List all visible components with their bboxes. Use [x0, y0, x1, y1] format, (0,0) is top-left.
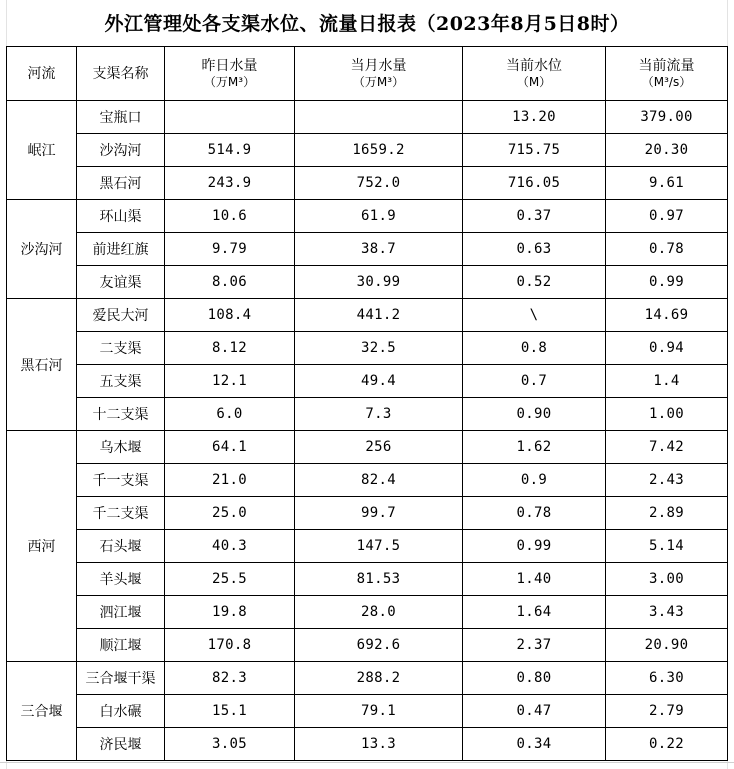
table-row	[7, 728, 728, 761]
yesterday-volume-cell[interactable]: 21.0	[165, 464, 295, 497]
current-flow-cell[interactable]: 0.97	[606, 200, 728, 233]
branch-name-cell[interactable]: 顺江堰	[77, 629, 165, 662]
branch-name-cell[interactable]: 宝瓶口	[77, 101, 165, 134]
header-yesterday-label: 昨日水量	[201, 57, 258, 74]
current-flow-cell[interactable]: 2.79	[606, 695, 728, 728]
yesterday-volume-cell[interactable]: 8.06	[165, 266, 295, 299]
month-volume-cell[interactable]: 752.0	[295, 167, 463, 200]
current-flow-cell[interactable]: 7.42	[606, 431, 728, 464]
sheet-bottom-gridline	[0, 762, 734, 763]
branch-name-cell[interactable]: 泗江堰	[77, 596, 165, 629]
header-yesterday-unit: （万M³）	[203, 74, 256, 89]
current-flow-cell[interactable]: 2.43	[606, 464, 728, 497]
current-flow-cell[interactable]: 20.30	[606, 134, 728, 167]
current-level-cell[interactable]: 0.7	[463, 365, 606, 398]
month-volume-cell[interactable]: 147.5	[295, 530, 463, 563]
month-volume-cell[interactable]: 441.2	[295, 299, 463, 332]
branch-name-cell[interactable]: 友谊渠	[77, 266, 165, 299]
table-row	[7, 431, 728, 464]
yesterday-volume-cell[interactable]: 12.1	[165, 365, 295, 398]
yesterday-volume-cell[interactable]: 6.0	[165, 398, 295, 431]
yesterday-volume-cell[interactable]: 40.3	[165, 530, 295, 563]
header-month-volume[interactable]	[295, 47, 463, 101]
month-volume-cell[interactable]: 81.53	[295, 563, 463, 596]
header-row	[7, 47, 728, 101]
table-row	[7, 497, 728, 530]
current-level-cell[interactable]: 0.99	[463, 530, 606, 563]
current-level-cell[interactable]: 715.75	[463, 134, 606, 167]
header-month-unit: （万M³）	[352, 74, 405, 89]
table-row	[7, 299, 728, 332]
branch-name-cell[interactable]: 黑石河	[77, 167, 165, 200]
header-current-level[interactable]	[463, 47, 606, 101]
table-row	[7, 563, 728, 596]
yesterday-volume-cell[interactable]: 3.05	[165, 728, 295, 761]
yesterday-volume-cell[interactable]: 15.1	[165, 695, 295, 728]
current-level-cell[interactable]: 1.40	[463, 563, 606, 596]
current-flow-cell[interactable]: 2.89	[606, 497, 728, 530]
month-volume-cell[interactable]: 79.1	[295, 695, 463, 728]
month-volume-cell[interactable]: 28.0	[295, 596, 463, 629]
branch-name-cell[interactable]: 石头堰	[77, 530, 165, 563]
yesterday-volume-cell[interactable]: 9.79	[165, 233, 295, 266]
yesterday-volume-cell[interactable]: 19.8	[165, 596, 295, 629]
branch-name-cell[interactable]: 沙沟河	[77, 134, 165, 167]
current-flow-cell[interactable]: 6.30	[606, 662, 728, 695]
branch-name-cell[interactable]: 千一支渠	[77, 464, 165, 497]
month-volume-cell[interactable]: 692.6	[295, 629, 463, 662]
header-flow-unit: （M³/s）	[641, 74, 692, 89]
current-level-cell[interactable]: 0.37	[463, 200, 606, 233]
current-level-cell[interactable]: 716.05	[463, 167, 606, 200]
month-volume-cell[interactable]: 49.4	[295, 365, 463, 398]
branch-name-cell[interactable]: 羊头堰	[77, 563, 165, 596]
table-row	[7, 596, 728, 629]
current-flow-cell[interactable]: 0.78	[606, 233, 728, 266]
branch-name-cell[interactable]: 三合堰干渠	[77, 662, 165, 695]
yesterday-volume-cell[interactable]: 82.3	[165, 662, 295, 695]
river-cell[interactable]: 黑石河	[7, 299, 77, 431]
current-level-cell[interactable]: \	[463, 299, 606, 332]
current-level-cell[interactable]: 1.62	[463, 431, 606, 464]
current-level-cell[interactable]: 2.37	[463, 629, 606, 662]
current-flow-cell[interactable]: 14.69	[606, 299, 728, 332]
current-flow-cell[interactable]: 379.00	[606, 101, 728, 134]
yesterday-volume-cell[interactable]: 10.6	[165, 200, 295, 233]
header-flow-label: 当前流量	[638, 57, 695, 74]
month-volume-cell[interactable]: 13.3	[295, 728, 463, 761]
current-level-cell[interactable]: 0.34	[463, 728, 606, 761]
branch-name-cell[interactable]: 十二支渠	[77, 398, 165, 431]
table-row	[7, 662, 728, 695]
table-row	[7, 365, 728, 398]
current-flow-cell[interactable]: 0.22	[606, 728, 728, 761]
month-volume-cell[interactable]: 82.4	[295, 464, 463, 497]
current-flow-cell[interactable]: 3.43	[606, 596, 728, 629]
table-row	[7, 200, 728, 233]
table-row	[7, 695, 728, 728]
branch-name-cell[interactable]: 乌木堰	[77, 431, 165, 464]
yesterday-volume-cell[interactable]: 25.0	[165, 497, 295, 530]
header-branch[interactable]: 支渠名称	[77, 47, 165, 101]
current-flow-cell[interactable]: 20.90	[606, 629, 728, 662]
table-row	[7, 266, 728, 299]
header-current-flow[interactable]	[606, 47, 728, 101]
river-cell[interactable]: 西河	[7, 431, 77, 662]
yesterday-volume-cell[interactable]: 243.9	[165, 167, 295, 200]
month-volume-cell[interactable]: 38.7	[295, 233, 463, 266]
month-volume-cell[interactable]: 7.3	[295, 398, 463, 431]
river-cell[interactable]: 三合堰	[7, 662, 77, 761]
current-level-cell[interactable]: 0.63	[463, 233, 606, 266]
header-yesterday-volume[interactable]	[165, 47, 295, 101]
table-row	[7, 530, 728, 563]
header-month-label: 当月水量	[350, 57, 407, 74]
table-row	[7, 233, 728, 266]
report-table	[6, 46, 728, 761]
current-level-cell[interactable]: 0.47	[463, 695, 606, 728]
month-volume-cell[interactable]: 288.2	[295, 662, 463, 695]
header-river[interactable]: 河流	[7, 47, 77, 101]
table-row	[7, 398, 728, 431]
branch-name-cell[interactable]: 千二支渠	[77, 497, 165, 530]
branch-name-cell[interactable]: 白水碾	[77, 695, 165, 728]
current-level-cell[interactable]: 0.80	[463, 662, 606, 695]
month-volume-cell[interactable]: 1659.2	[295, 134, 463, 167]
yesterday-volume-cell[interactable]: 170.8	[165, 629, 295, 662]
current-flow-cell[interactable]: 1.00	[606, 398, 728, 431]
river-cell[interactable]: 沙沟河	[7, 200, 77, 299]
current-flow-cell[interactable]: 0.94	[606, 332, 728, 365]
table-row	[7, 629, 728, 662]
branch-name-cell[interactable]: 前进红旗	[77, 233, 165, 266]
current-level-cell[interactable]: 1.64	[463, 596, 606, 629]
branch-name-cell[interactable]: 济民堰	[77, 728, 165, 761]
current-level-cell[interactable]: 0.9	[463, 464, 606, 497]
current-flow-cell[interactable]: 0.99	[606, 266, 728, 299]
month-volume-cell[interactable]: 61.9	[295, 200, 463, 233]
current-flow-cell[interactable]: 5.14	[606, 530, 728, 563]
table-row	[7, 134, 728, 167]
month-volume-cell[interactable]: 256	[295, 431, 463, 464]
branch-name-cell[interactable]: 二支渠	[77, 332, 165, 365]
table-row	[7, 464, 728, 497]
current-level-cell[interactable]: 0.52	[463, 266, 606, 299]
header-level-label: 当前水位	[506, 57, 562, 74]
table-row	[7, 101, 728, 134]
current-level-cell[interactable]: 0.90	[463, 398, 606, 431]
yesterday-volume-cell[interactable]	[165, 101, 295, 134]
river-cell[interactable]: 岷江	[7, 101, 77, 200]
yesterday-volume-cell[interactable]: 64.1	[165, 431, 295, 464]
month-volume-cell[interactable]: 30.99	[295, 266, 463, 299]
month-volume-cell[interactable]: 99.7	[295, 497, 463, 530]
yesterday-volume-cell[interactable]: 514.9	[165, 134, 295, 167]
branch-name-cell[interactable]: 环山渠	[77, 200, 165, 233]
yesterday-volume-cell[interactable]: 25.5	[165, 563, 295, 596]
yesterday-volume-cell[interactable]: 108.4	[165, 299, 295, 332]
current-level-cell[interactable]: 0.8	[463, 332, 606, 365]
yesterday-volume-cell[interactable]: 8.12	[165, 332, 295, 365]
current-level-cell[interactable]: 0.78	[463, 497, 606, 530]
branch-name-cell[interactable]: 五支渠	[77, 365, 165, 398]
current-flow-cell[interactable]: 3.00	[606, 563, 728, 596]
table-row	[7, 332, 728, 365]
header-level-unit: （M）	[516, 74, 552, 89]
branch-name-cell[interactable]: 爱民大河	[77, 299, 165, 332]
report-title[interactable]: 外江管理处各支渠水位、流量日报表（2023年8月5日8时）	[104, 12, 630, 35]
current-level-cell[interactable]: 13.20	[463, 101, 606, 134]
current-flow-cell[interactable]: 1.4	[606, 365, 728, 398]
month-volume-cell[interactable]: 32.5	[295, 332, 463, 365]
month-volume-cell[interactable]	[295, 101, 463, 134]
current-flow-cell[interactable]: 9.61	[606, 167, 728, 200]
table-row	[7, 167, 728, 200]
